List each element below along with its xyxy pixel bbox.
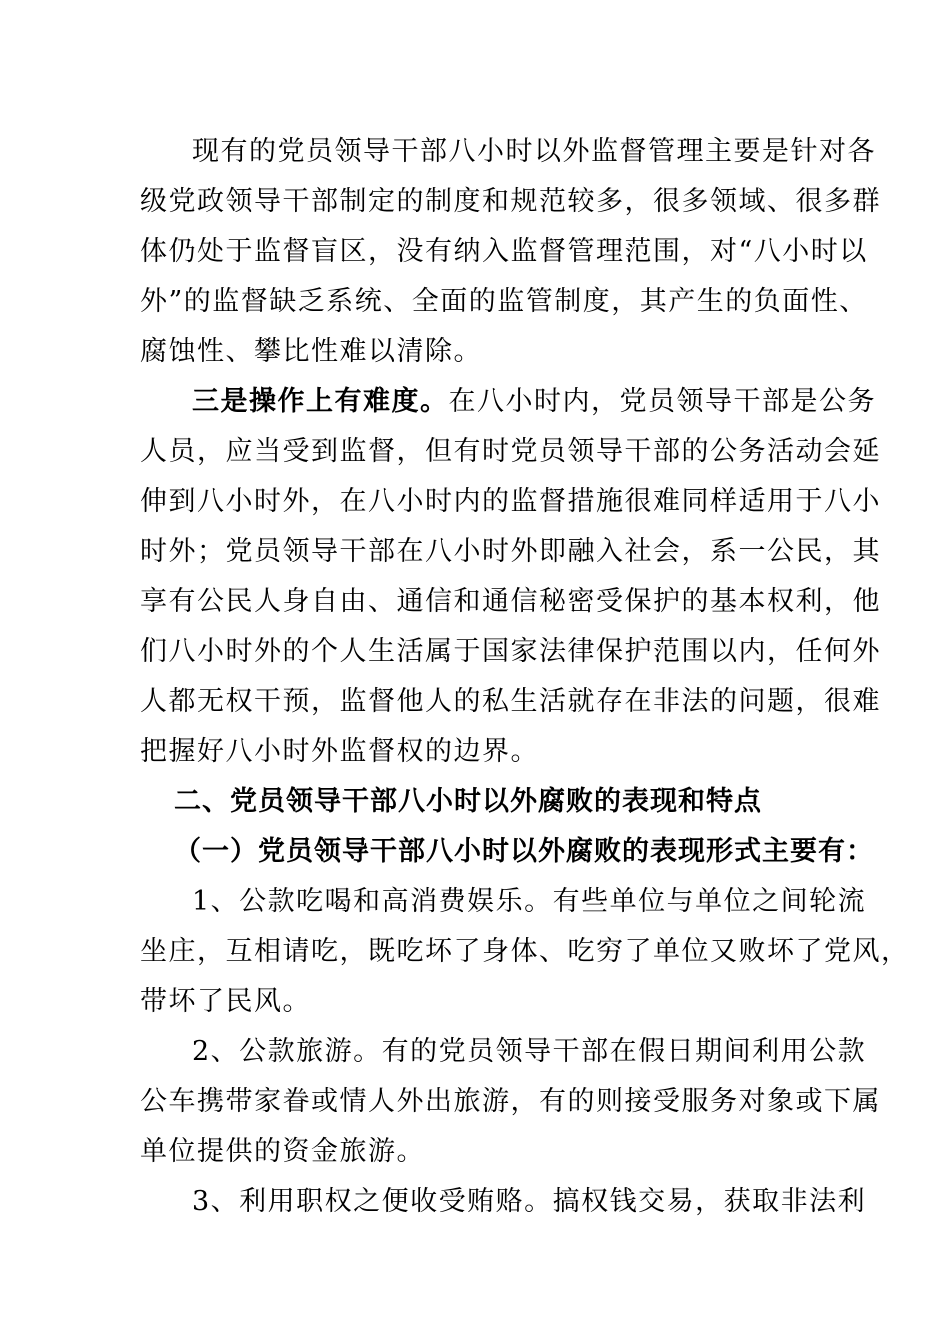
paragraph-2-line-7: 人都无权干预，监督他人的私生活就存在非法的问题，很难 [140,686,881,717]
item-1-line-1: 1、公款吃喝和高消费娱乐。有些单位与单位之间轮流 [192,886,867,917]
paragraph-1-line-1: 现有的党员领导干部八小时以外监督管理主要是针对各 [192,136,876,167]
paragraph-2-line-3: 伸到八小时外，在八小时内的监督措施很难同样适用于八小 [140,486,881,517]
paragraph-2-lead-bold: 三是操作上有难度。 [192,386,449,417]
paragraph-2-line-5: 享有公民人身自由、通信和通信秘密受保护的基本权利，他 [140,586,881,617]
item-1-line-3: 带坏了民风。 [140,986,311,1017]
paragraph-2-line-1-rest: 在八小时内，党员领导干部是公务 [448,386,876,417]
paragraph-2-line-1 [192,382,876,422]
section-heading: 二、党员领导干部八小时以外腐败的表现和特点 [174,786,762,817]
sub-heading: （一）党员领导干部八小时以外腐败的表现形式主要有： [174,836,874,867]
item-2-line-3: 单位提供的资金旅游。 [140,1136,425,1167]
paragraph-1-line-4: 外”的监督缺乏系统、全面的监管制度，其产生的负面性、 [140,286,868,317]
paragraph-1-line-5: 腐蚀性、攀比性难以清除。 [140,336,482,367]
item-2-line-2: 公车携带家眷或情人外出旅游，有的则接受服务对象或下属 [140,1086,881,1117]
paragraph-2-line-2: 人员，应当受到监督，但有时党员领导干部的公务活动会延 [140,436,881,467]
paragraph-2-line-4: 时外；党员领导干部在八小时外即融入社会，系一公民，其 [140,536,881,567]
paragraph-2-line-6: 们八小时外的个人生活属于国家法律保护范围以内，任何外 [140,636,881,667]
item-1-line-2: 坐庄，互相请吃，既吃坏了身体、吃穷了单位又败坏了党风， [140,936,910,967]
paragraph-1-line-2: 级党政领导干部制定的制度和规范较多，很多领域、很多群 [140,186,881,217]
paragraph-2-line-8: 把握好八小时外监督权的边界。 [140,736,539,767]
paragraph-1-line-3: 体仍处于监督盲区，没有纳入监督管理范围，对“八小时以 [140,236,868,267]
item-3-line-1: 3、利用职权之便收受贿赂。搞权钱交易，获取非法利 [192,1186,867,1217]
item-2-line-1: 2、公款旅游。有的党员领导干部在假日期间利用公款 [192,1036,867,1067]
